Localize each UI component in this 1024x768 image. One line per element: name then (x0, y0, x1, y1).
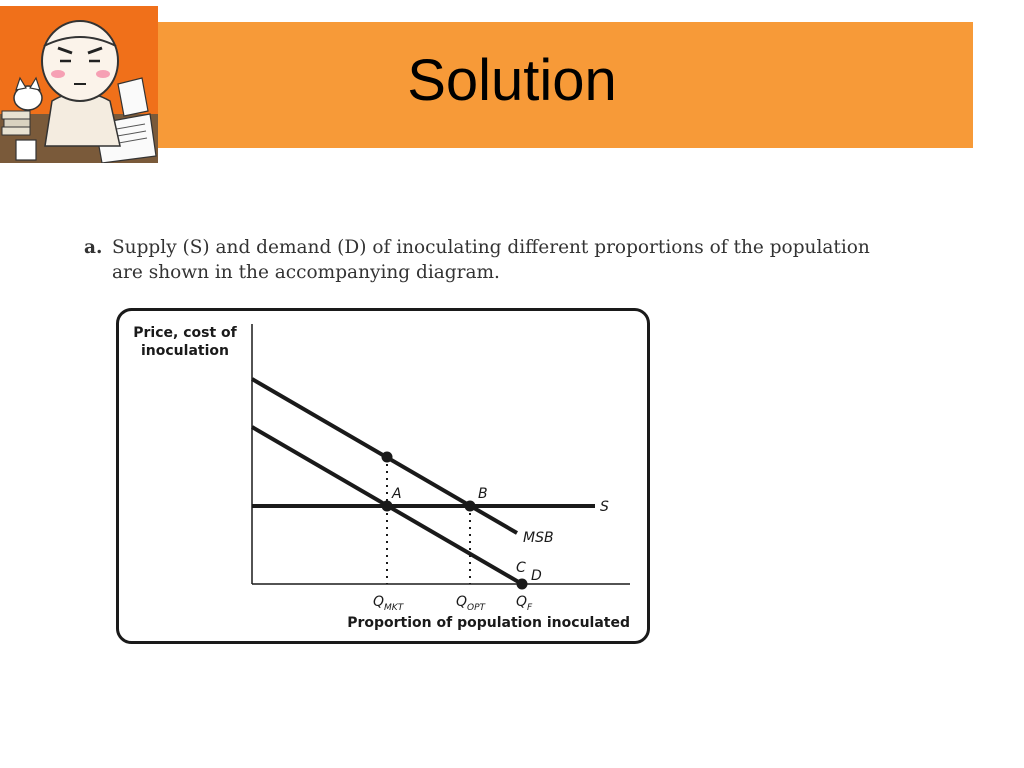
question-text (84, 235, 964, 285)
diagram-frame (118, 310, 649, 643)
y-axis-label-line-1: Price, cost of (133, 325, 237, 341)
question-line-1: Supply (S) and demand (D) of inoculating different proportions of the population (112, 237, 870, 258)
x-axis-label: Proportion of population inoculated (347, 615, 630, 631)
question-letter: a. (84, 237, 103, 258)
q-mkt-main: Q (373, 594, 385, 610)
supply-label: S (600, 499, 609, 515)
q-f-main: Q (516, 594, 528, 610)
point-b-label: B (478, 486, 488, 502)
q-opt-subscript: OPT (467, 603, 486, 613)
y-axis-label-line-2: inoculation (141, 343, 229, 359)
point-c (517, 579, 528, 590)
cartoon-student-logo (0, 6, 158, 163)
point-c-label: C (516, 560, 526, 576)
msb-label: MSB (523, 530, 554, 546)
q-mkt-subscript: MKT (384, 603, 404, 613)
demand-label: D (531, 568, 542, 584)
point-a-label: A (392, 486, 402, 502)
question-line-2: are shown in the accompanying diagram. (112, 262, 500, 283)
slide-title: Solution (407, 48, 617, 113)
msb-point-at-q-mkt (382, 452, 393, 463)
q-f-subscript: F (527, 603, 533, 613)
point-b (465, 501, 476, 512)
point-a (382, 501, 393, 512)
inoculation-diagram (115, 307, 651, 645)
q-opt-main: Q (456, 594, 468, 610)
